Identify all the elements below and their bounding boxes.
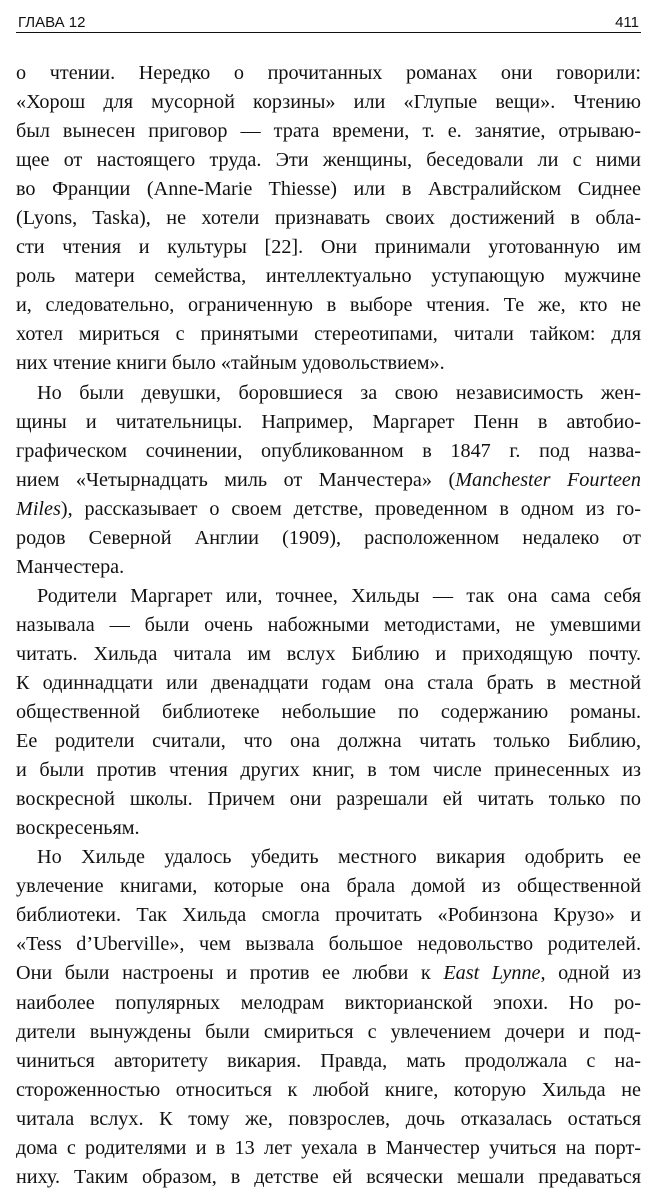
running-head bbox=[16, 10, 641, 33]
text-segment: Они были настроены и против ее любви к bbox=[16, 962, 444, 985]
book-title: Manchester Fourteen bbox=[455, 468, 641, 491]
text-line: «Хорош для мусорной корзины» или «Глупые вещи». Чтению bbox=[16, 91, 641, 114]
page bbox=[16, 10, 641, 1192]
text-line: дома с родителями и в 13 лет уехала в Манчестер учиться на порт- bbox=[16, 1136, 641, 1159]
text-line: (Lyons, Taska), не хотели признавать своих достижений в обла- bbox=[16, 207, 641, 230]
text-segment: ), рассказывает о своем детстве, проведенном в одном из го- bbox=[60, 497, 641, 520]
text-line: «Tess d’Uberville», чем вызвала большое недовольство родителей. bbox=[16, 933, 641, 956]
text-line: родов Северной Англии (1909), расположенном недалеко от bbox=[16, 526, 641, 549]
text-line: воскресеньям. bbox=[16, 817, 140, 840]
page-number: 411 bbox=[615, 14, 639, 31]
paragraph-2 bbox=[16, 379, 641, 582]
body-text bbox=[16, 59, 641, 1192]
text-line: воскресной школы. Причем они разрешали ей читать только по bbox=[16, 788, 641, 811]
text-segment: , одной из bbox=[540, 962, 642, 985]
text-line: чиниться авторитету викария. Правда, мать продолжала с на- bbox=[16, 1049, 641, 1072]
text-line: увлечение книгами, которые она брала домой из общественной bbox=[16, 875, 641, 898]
paragraph-3 bbox=[16, 582, 641, 843]
text-line: К одиннадцати или двенадцати годам она стала брать в местной bbox=[16, 671, 641, 694]
text-line: библиотеки. Так Хильда смогла прочитать «Робинзона Крузо» и bbox=[16, 904, 641, 927]
text-line: о чтении. Нередко о прочитанных романах они говорили: bbox=[16, 62, 641, 84]
text-line bbox=[16, 466, 641, 495]
text-line: во Франции (Anne-Marie Thiesse) или в Австралийском Сиднее bbox=[16, 178, 641, 201]
text-line bbox=[16, 959, 641, 988]
text-line: был вынесен приговор — трата времени, т. е. занятие, отрываю- bbox=[16, 120, 641, 143]
text-line: хотел мириться с принятыми стереотипами, читали тайком: для bbox=[16, 323, 641, 346]
text-line: Манчестера. bbox=[16, 555, 125, 578]
book-title: East Lynne bbox=[443, 962, 541, 985]
text-line: называла — были очень набожными методистами, не умевшими bbox=[16, 613, 641, 636]
text-line: наиболее популярных мелодрам викторианской эпохи. Но ро- bbox=[16, 991, 641, 1014]
paragraph-4 bbox=[16, 843, 641, 1192]
text-line: читать. Хильда читала им вслух Библию и приходящую почту. bbox=[16, 642, 641, 665]
text-line: Но Хильде удалось убедить местного викария одобрить ее bbox=[37, 846, 641, 869]
paragraph-1 bbox=[16, 59, 641, 379]
text-line: них чтение книги было «тайным удовольствием». bbox=[16, 352, 445, 375]
text-line: Родители Маргарет или, точнее, Хильды — так она сама себя bbox=[37, 584, 641, 607]
text-line: дители вынуждены были смириться с увлечением дочери и под- bbox=[16, 1020, 641, 1043]
text-line: щее от настоящего труда. Эти женщины, беседовали ли с ними bbox=[16, 149, 641, 172]
text-line: читала вслух. К тому же, повзрослев, дочь отказалась остаться bbox=[16, 1107, 641, 1130]
text-line: Но были девушки, боровшиеся за свою независимость жен- bbox=[37, 381, 641, 404]
text-line: и были против чтения других книг, в том числе принесенных из bbox=[16, 759, 641, 782]
book-title: Miles bbox=[16, 497, 61, 520]
text-line: ниху. Таким образом, в детстве ей всячески мешали предаваться bbox=[16, 1165, 641, 1188]
text-line: общественной библиотеке небольшие по содержанию романы. bbox=[16, 701, 641, 724]
text-line: сти чтения и культуры [22]. Они принимали уготованную им bbox=[16, 236, 641, 259]
text-line: щины и читательницы. Например, Маргарет Пенн в автобио- bbox=[16, 410, 641, 433]
chapter-label: ГЛАВА 12 bbox=[18, 14, 86, 31]
text-line: роль матери семейства, интеллектуально уступающую мужчине bbox=[16, 265, 641, 288]
text-line: Ее родители считали, что она должна читать только Библию, bbox=[16, 730, 641, 753]
text-segment: нием «Четырнадцать миль от Манчестера» ( bbox=[16, 468, 456, 491]
text-line: графическом сочинении, опубликованном в 1847 г. под назва- bbox=[16, 439, 641, 462]
text-line: и, следовательно, ограниченную в выборе чтения. Те же, кто не bbox=[16, 294, 641, 317]
text-line bbox=[16, 495, 641, 524]
text-line: стороженностью относиться к любой книге, которую Хильда не bbox=[16, 1078, 641, 1101]
